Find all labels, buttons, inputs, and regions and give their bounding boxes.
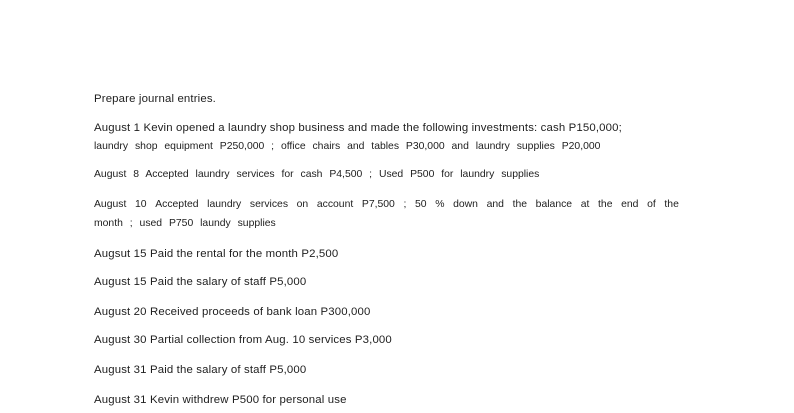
word: August (94, 199, 127, 210)
entry-aug15-rental: Augsut 15 Paid the rental for the month P2,500 (94, 248, 339, 260)
entry-aug8: August 8 Accepted laundry services for cash P4,500 ; Used P500 for laundry supplies (94, 169, 540, 180)
word: and (486, 199, 504, 210)
word: laundry (207, 199, 242, 210)
entry-aug10-line2: month ; used P750 laundy supplies (94, 218, 276, 229)
word: the (512, 199, 528, 210)
instruction-text: Prepare journal entries. (94, 93, 217, 105)
entry-aug15-salary: August 15 Paid the salary of staff P5,000 (94, 276, 307, 288)
word: down (453, 199, 478, 210)
word: the (664, 199, 679, 210)
word: ; (403, 199, 407, 210)
word: services (249, 199, 289, 210)
word: end (621, 199, 639, 210)
word: % (435, 199, 445, 210)
entry-aug30-collection: August 30 Partial collection from Aug. 10 services P3,000 (94, 334, 392, 346)
entry-aug1-line2: laundry shop equipment P250,000 ; office chairs and tables P30,000 and laundry supplies P20,000 (94, 141, 601, 152)
word: of (647, 199, 656, 210)
entry-aug20-loan: August 20 Received proceeds of bank loan P300,000 (94, 306, 371, 318)
word: account (316, 199, 354, 210)
word: 50 (415, 199, 427, 210)
entry-aug10-line1 (94, 198, 679, 212)
word: Accepted (155, 199, 199, 210)
word: on (296, 199, 309, 210)
entry-aug31-salary: August 31 Paid the salary of staff P5,000 (94, 364, 307, 376)
word: P7,500 (361, 199, 395, 210)
word: 10 (135, 199, 147, 210)
word: at (580, 199, 590, 210)
entry-aug31-withdrawal: August 31 Kevin withdrew P500 for personal use (94, 394, 347, 406)
entry-aug1-line1: August 1 Kevin opened a laundry shop business and made the following investments: cash P150,000; (94, 122, 622, 134)
word: the (598, 199, 613, 210)
word: balance (535, 199, 573, 210)
